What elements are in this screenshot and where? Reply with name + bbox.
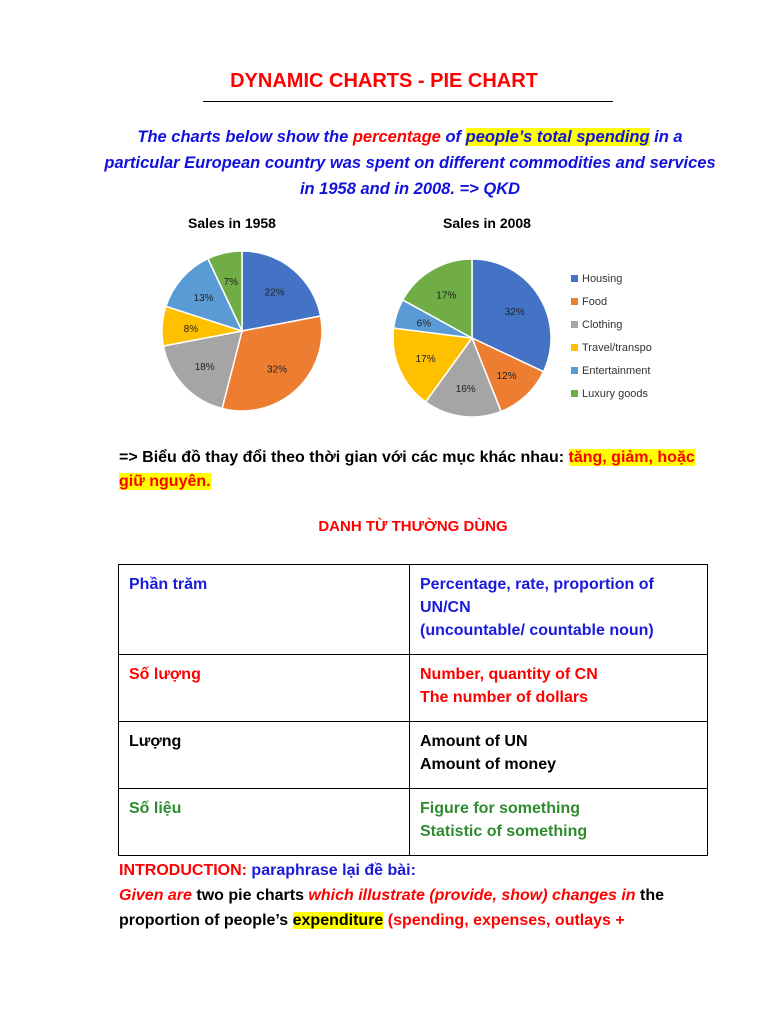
introduction-label: INTRODUCTION: <box>119 862 247 879</box>
intro-text-illustrate: which illustrate (provide, show) changes in <box>308 887 636 904</box>
table-row <box>119 789 708 856</box>
term-cell: Lượng <box>119 722 410 789</box>
slice-label: 16% <box>455 384 476 396</box>
legend-swatch <box>571 321 578 328</box>
term-cell: Số lượng <box>119 655 410 722</box>
note-highlight: tăng, giảm, hoặc giữ nguyên. <box>119 449 695 490</box>
term-cell: Số liệu <box>119 789 410 856</box>
legend-label: Luxury goods <box>582 388 649 400</box>
legend-label: Clothing <box>582 319 623 331</box>
title-underline <box>203 101 613 102</box>
legend-label: Travel/transpo <box>582 342 652 354</box>
introduction-heading <box>119 858 719 883</box>
chart-title-2008: Sales in 2008 <box>443 215 531 231</box>
slice-label: 18% <box>194 362 215 373</box>
introduction-section <box>119 858 719 933</box>
definition-line: Amount of money <box>420 756 556 773</box>
intro-highlight-expenditure: expenditure <box>292 912 384 929</box>
slice-label: 32% <box>504 306 525 318</box>
pie-chart-1958 <box>162 251 322 411</box>
definition-line: Number, quantity of CN <box>420 666 598 683</box>
legend-swatch <box>571 298 578 305</box>
intro-text-synonyms: (spending, expenses, outlays + <box>383 912 625 929</box>
prompt-highlight-spending: people’s total spending <box>465 128 650 146</box>
legend-swatch <box>571 344 578 351</box>
definition-line: Figure for something <box>420 800 580 817</box>
intro-text-2: two pie charts <box>191 887 309 904</box>
definition-cell <box>410 722 708 789</box>
intro-text-4: the proportion of people’s <box>119 887 665 929</box>
task-prompt <box>100 124 720 202</box>
slice-label: 22% <box>264 287 285 299</box>
pie-chart-2008 <box>393 259 551 417</box>
prompt-text-2: of <box>440 128 466 146</box>
slice-label: 6% <box>416 318 432 330</box>
legend-swatch <box>571 390 578 397</box>
slice-label: 12% <box>496 370 517 382</box>
definition-line: Percentage, rate, proportion of UN/CN <box>420 576 654 616</box>
legend-label: Housing <box>582 273 623 285</box>
introduction-text <box>119 883 719 933</box>
section-title: DANH TỪ THƯỜNG DÙNG <box>318 518 508 535</box>
slice-label: 17% <box>436 290 457 302</box>
table-row <box>119 655 708 722</box>
definition-line: Statistic of something <box>420 823 588 840</box>
table-row <box>119 722 708 789</box>
prompt-text-3: in a particular European country was spent on different commodities and services in 1958 and in 2008. => QKD <box>104 128 716 198</box>
slice-label: 8% <box>183 323 199 335</box>
legend-swatch <box>571 275 578 282</box>
legend-label: Food <box>582 296 608 308</box>
intro-text-given: Given are <box>119 887 192 904</box>
definition-line: Amount of UN <box>420 733 528 750</box>
legend-label: Entertainment <box>582 365 651 377</box>
definition-cell <box>410 565 708 655</box>
prompt-text-1: The charts below show the <box>137 128 353 146</box>
page-title: DYNAMIC CHARTS - PIE CHART <box>230 70 538 92</box>
chart-legend <box>571 273 652 400</box>
legend-swatch <box>571 367 578 374</box>
pie-charts-figure <box>120 205 690 440</box>
prompt-keyword-percentage: percentage <box>352 128 441 146</box>
slice-label: 17% <box>415 354 436 366</box>
slice-label: 13% <box>193 293 214 305</box>
definition-cell <box>410 789 708 856</box>
vocab-table <box>118 564 708 856</box>
table-row <box>119 565 708 655</box>
introduction-label-rest: paraphrase lại đề bài: <box>246 862 416 879</box>
definition-cell <box>410 655 708 722</box>
chart-title-1958: Sales in 1958 <box>188 215 276 231</box>
slice-label: 7% <box>223 277 239 288</box>
note-text: => Biểu đồ thay đổi theo thời gian với các mục khác nhau: <box>119 449 569 466</box>
definition-line: The number of dollars <box>420 689 589 706</box>
chart-note <box>119 446 719 494</box>
definition-line: (uncountable/ countable noun) <box>420 622 654 639</box>
term-cell: Phần trăm <box>119 565 410 655</box>
slice-label: 32% <box>266 364 288 376</box>
